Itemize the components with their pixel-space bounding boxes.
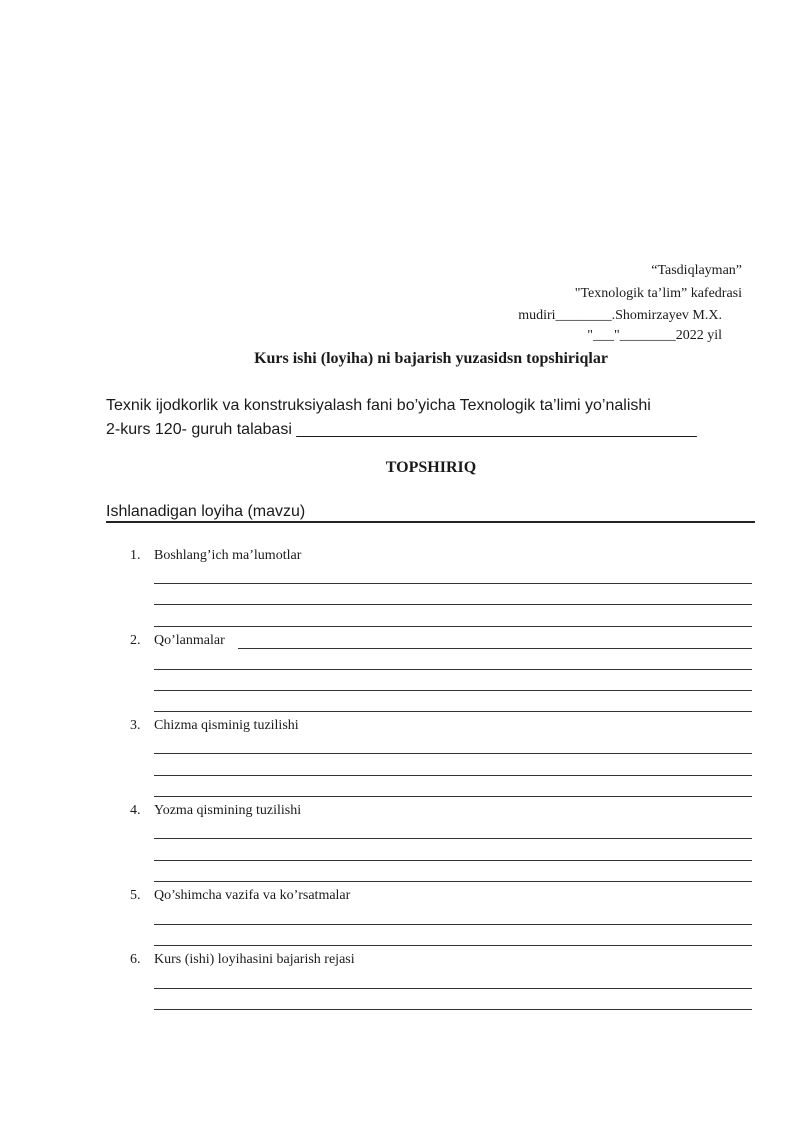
topic-underline bbox=[106, 521, 755, 523]
fill-line bbox=[154, 626, 752, 627]
list-item bbox=[130, 718, 299, 734]
fill-line bbox=[154, 796, 752, 797]
fill-line bbox=[154, 604, 752, 605]
item-label: Qo’lanmalar bbox=[154, 633, 225, 648]
approval-line-3: mudiri________.Shomirzayev M.X. bbox=[518, 308, 722, 323]
intro-line-2: 2-kurs 120- guruh talabasi _____________________________________________ bbox=[106, 421, 697, 438]
fill-line bbox=[154, 690, 752, 691]
item-number: 1. bbox=[130, 548, 141, 563]
item-label: Yozma qismining tuzilishi bbox=[154, 803, 302, 818]
list-item bbox=[130, 803, 301, 819]
item-number: 5. bbox=[130, 888, 141, 903]
fill-line bbox=[154, 669, 752, 670]
topic-label: Ishlanadigan loyiha (mavzu) bbox=[106, 503, 306, 520]
list-item bbox=[130, 952, 355, 968]
document-title: Kurs ishi (loyiha) ni bajarish yuzasidsn topshiriqlar bbox=[254, 350, 608, 367]
fill-line bbox=[154, 988, 752, 989]
approval-date-line: "___"________2022 yil bbox=[587, 328, 722, 343]
item-number: 3. bbox=[130, 718, 141, 733]
list-item bbox=[130, 548, 301, 564]
fill-line bbox=[154, 881, 752, 882]
item-label: Qo’shimcha vazifa va ko’rsatmalar bbox=[154, 888, 351, 903]
approval-line-2: "Texnologik ta’lim” kafedrasi bbox=[574, 286, 742, 301]
item-number: 6. bbox=[130, 952, 141, 967]
fill-line bbox=[238, 648, 752, 649]
item-number: 2. bbox=[130, 633, 141, 648]
fill-line bbox=[154, 838, 752, 839]
approval-line-1: “Tasdiqlayman” bbox=[651, 263, 742, 278]
list-item bbox=[130, 633, 225, 649]
fill-line bbox=[154, 1009, 752, 1010]
item-number: 4. bbox=[130, 803, 141, 818]
section-heading: TOPSHIRIQ bbox=[385, 459, 477, 476]
list-item bbox=[130, 888, 350, 904]
fill-line bbox=[154, 753, 752, 754]
item-label: Boshlang’ich ma’lumotlar bbox=[154, 548, 302, 563]
intro-line-1: Texnik ijodkorlik va konstruksiyalash fani bo’yicha Texnologik ta’limi yo’nalishi bbox=[106, 397, 651, 414]
fill-line bbox=[154, 945, 752, 946]
fill-line bbox=[154, 583, 752, 584]
fill-line bbox=[154, 711, 752, 712]
fill-line bbox=[154, 860, 752, 861]
fill-line bbox=[154, 924, 752, 925]
item-label: Chizma qisminig tuzilishi bbox=[154, 718, 299, 733]
item-label: Kurs (ishi) loyihasini bajarish rejasi bbox=[154, 952, 355, 967]
fill-line bbox=[154, 775, 752, 776]
